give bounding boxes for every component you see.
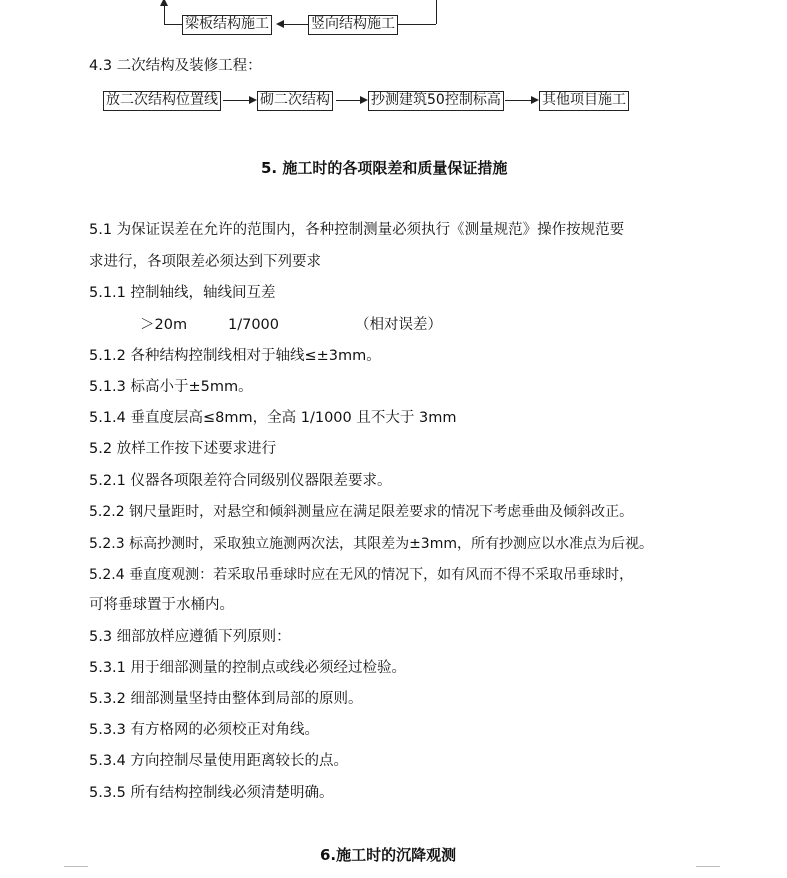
page-corner-mark-right (696, 866, 720, 877)
arrow-up-icon (160, 0, 168, 6)
flow-box-slab-structure: 梁板结构施工 (182, 15, 272, 35)
arrow-right-icon (531, 96, 539, 104)
body-line: 5.2.2 钢尺量距时，对悬空和倾斜测量应在满足限差要求的情况下考虑垂曲及倾斜改正。 (89, 504, 634, 520)
flow-step-1-2-connector (223, 100, 249, 101)
flow-box-vertical-structure: 竖向结构施工 (308, 15, 398, 35)
flow-step-2: 砌二次结构 (257, 91, 333, 111)
page-corner-mark-left (64, 866, 88, 877)
arrow-left-icon (276, 20, 284, 28)
body-line: 5.3.2 细部测量坚持由整体到局部的原则。 (89, 691, 363, 707)
flow-step-2-3-connector (336, 100, 360, 101)
body-line: 5.2 放样工作按下述要求进行 (89, 441, 277, 457)
flow-step-3: 抄测建筑50控制标高 (368, 91, 504, 111)
body-line: 5.2.4 垂直度观测：若采取吊垂球时应在无风的情况下，如有风而不得不采取吊垂球时， (89, 567, 634, 583)
tolerance-distance: ＞20m (140, 317, 188, 333)
body-line: 5.1.1 控制轴线，轴线间互差 (89, 285, 276, 301)
body-line: 求进行，各项限差必须达到下列要求 (89, 254, 321, 270)
body-line: 5.1.3 标高小于±5mm。 (89, 379, 253, 395)
flow-step-1: 放二次结构位置线 (103, 91, 221, 111)
tolerance-note: （相对误差） (355, 317, 442, 333)
arrow-right-icon (249, 96, 257, 104)
flow-connector-right-vertical (436, 0, 437, 24)
flow-connector-right-horizontal (398, 24, 436, 25)
body-line: 5.3.3 有方格网的必须校正对角线。 (89, 722, 320, 738)
flow-step-3-4-connector (505, 100, 531, 101)
body-line: 5.3.1 用于细部测量的控制点或线必须经过检验。 (89, 660, 407, 676)
body-line: 5.2.3 标高抄测时，采取独立施测两次法，其限差为±3mm，所有抄测应以水准点为后视。 (89, 536, 653, 552)
body-line: 5.3 细部放样应遵循下列原则： (89, 629, 291, 645)
tolerance-ratio: 1/7000 (228, 317, 280, 333)
arrow-right-icon (360, 96, 368, 104)
section-6-title: 6.施工时的沉降观测 (320, 846, 457, 864)
body-line: 5.1 为保证误差在允许的范围内，各种控制测量必须执行《测量规范》操作按规范要 (89, 222, 625, 238)
section-4-3-heading: 4.3 二次结构及装修工程： (89, 58, 262, 74)
body-line: 5.2.1 仪器各项限差符合同级别仪器限差要求。 (89, 473, 392, 489)
body-line: 可将垂球置于水桶内。 (89, 597, 234, 613)
body-line: 5.3.4 方向控制尽量使用距离较长的点。 (89, 753, 349, 769)
body-line: 5.3.5 所有结构控制线必须清楚明确。 (89, 785, 334, 801)
section-5-title: 5. 施工时的各项限差和质量保证措施 (261, 159, 508, 177)
body-line: 5.1.2 各种结构控制线相对于轴线≤±3mm。 (89, 348, 381, 364)
flow-connector-left-horizontal (164, 24, 182, 25)
flow-step-4: 其他项目施工 (539, 91, 629, 111)
body-line: 5.1.4 垂直度层高≤8mm，全高 1/1000 且不大于 3mm (89, 410, 457, 426)
